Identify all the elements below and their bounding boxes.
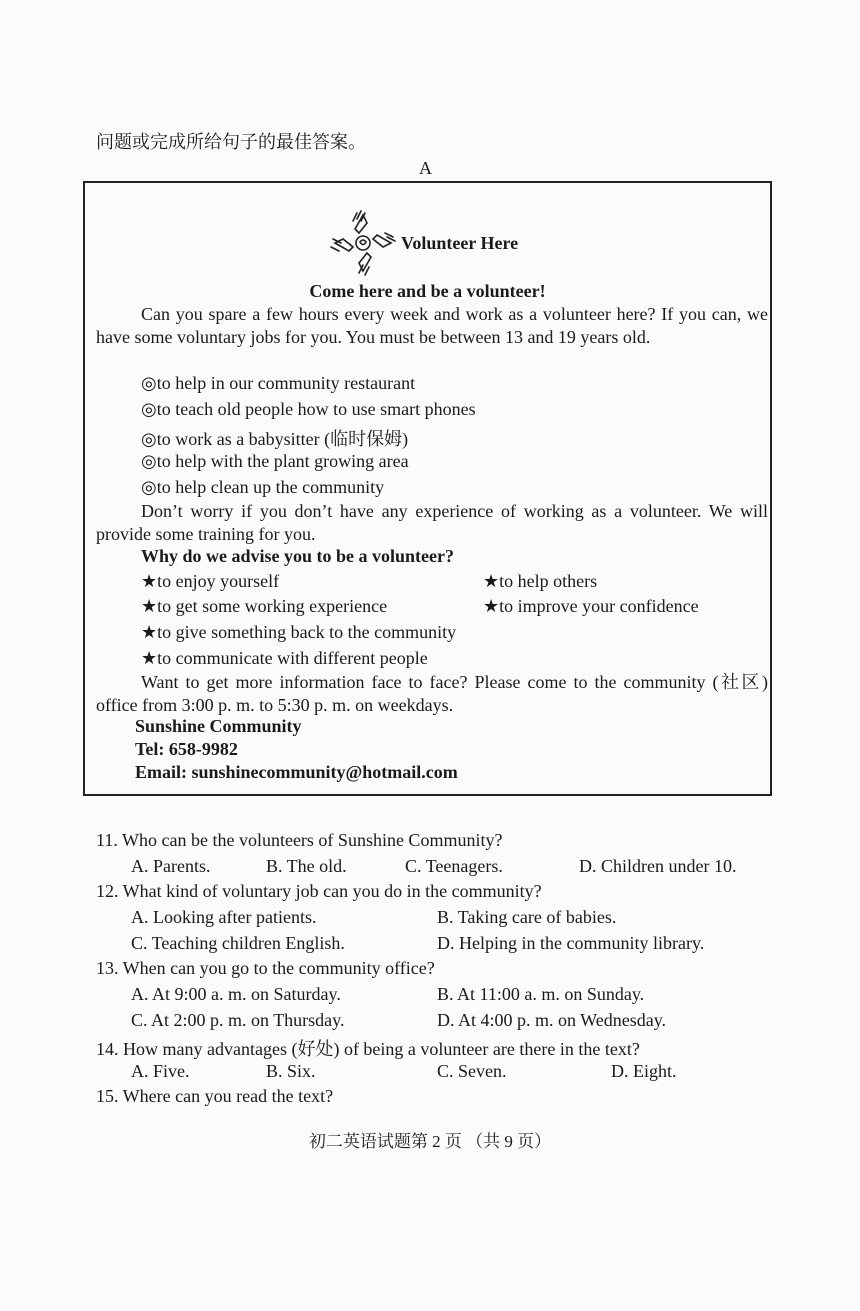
- joined-hands-icon: [327, 207, 399, 279]
- option-11-c: C. Teenagers.: [405, 856, 503, 876]
- option-14-d: D. Eight.: [611, 1061, 677, 1081]
- reason-item: ★to communicate with different people: [141, 648, 428, 668]
- reason-item: ★to enjoy yourself: [141, 571, 280, 591]
- option-12-c: C. Teaching children English.: [131, 933, 345, 953]
- option-12-b: B. Taking care of babies.: [437, 907, 617, 927]
- reason-item: ★to improve your confidence: [483, 596, 699, 616]
- job-item: ◎to work as a babysitter (临时保姆): [141, 429, 409, 449]
- option-13-b: B. At 11:00 a. m. on Sunday.: [437, 984, 645, 1004]
- question-14: 14. How many advantages (好处) of being a volunteer are there in the text?: [96, 1039, 640, 1059]
- question-11: 11. Who can be the volunteers of Sunshine Community?: [96, 830, 503, 850]
- intro-paragraph: Can you spare a few hours every week and work as a volunteer here? If you can, we have some voluntary jobs for you. You must be between 13 and 19 years old.: [96, 304, 768, 347]
- telephone: Tel: 658-9982: [135, 739, 238, 759]
- option-14-c: C. Seven.: [437, 1061, 507, 1081]
- section-label: A: [419, 158, 432, 178]
- option-13-a: A. At 9:00 a. m. on Saturday.: [131, 984, 341, 1004]
- reason-item: ★to get some working experience: [141, 596, 388, 616]
- page-footer: 初二英语试题第 2 页 （共 9 页）: [308, 1132, 552, 1151]
- notice-header: [327, 207, 518, 279]
- option-12-d: D. Helping in the community library.: [437, 933, 705, 953]
- option-13-d: D. At 4:00 p. m. on Wednesday.: [437, 1010, 667, 1030]
- organization-name: Sunshine Community: [135, 716, 302, 736]
- why-heading: Why do we advise you to be a volunteer?: [141, 546, 455, 566]
- question-12: 12. What kind of voluntary job can you do in the community?: [96, 881, 542, 901]
- reason-item: ★to help others: [483, 571, 598, 591]
- option-11-b: B. The old.: [266, 856, 347, 876]
- contact-paragraph: Want to get more information face to face? Please come to the community (社区) office from 3:00 p. m. to 5:30 p. m. on weekdays.: [96, 672, 768, 715]
- instruction-text: 问题或完成所给句子的最佳答案。: [96, 132, 366, 152]
- email: Email: sunshinecommunity@hotmail.com: [135, 762, 458, 782]
- option-12-a: A. Looking after patients.: [131, 907, 317, 927]
- job-item: ◎to help in our community restaurant: [141, 373, 416, 393]
- question-15: 15. Where can you read the text?: [96, 1086, 334, 1106]
- job-item: ◎to help clean up the community: [141, 477, 385, 497]
- option-14-b: B. Six.: [266, 1061, 316, 1081]
- job-item: ◎to help with the plant growing area: [141, 451, 409, 471]
- question-13: 13. When can you go to the community office?: [96, 958, 435, 978]
- reason-item: ★to give something back to the community: [141, 622, 457, 642]
- option-13-c: C. At 2:00 p. m. on Thursday.: [131, 1010, 345, 1030]
- option-11-a: A. Parents.: [131, 856, 211, 876]
- option-14-a: A. Five.: [131, 1061, 190, 1081]
- notice-box: [83, 181, 772, 796]
- training-paragraph: Don’t worry if you don’t have any experience of working as a volunteer. We will provide some training for you.: [96, 501, 768, 544]
- job-item: ◎to teach old people how to use smart phones: [141, 399, 476, 419]
- notice-subtitle: Come here and be a volunteer!: [309, 281, 546, 301]
- notice-title: Volunteer Here: [401, 232, 519, 253]
- option-11-d: D. Children under 10.: [579, 856, 737, 876]
